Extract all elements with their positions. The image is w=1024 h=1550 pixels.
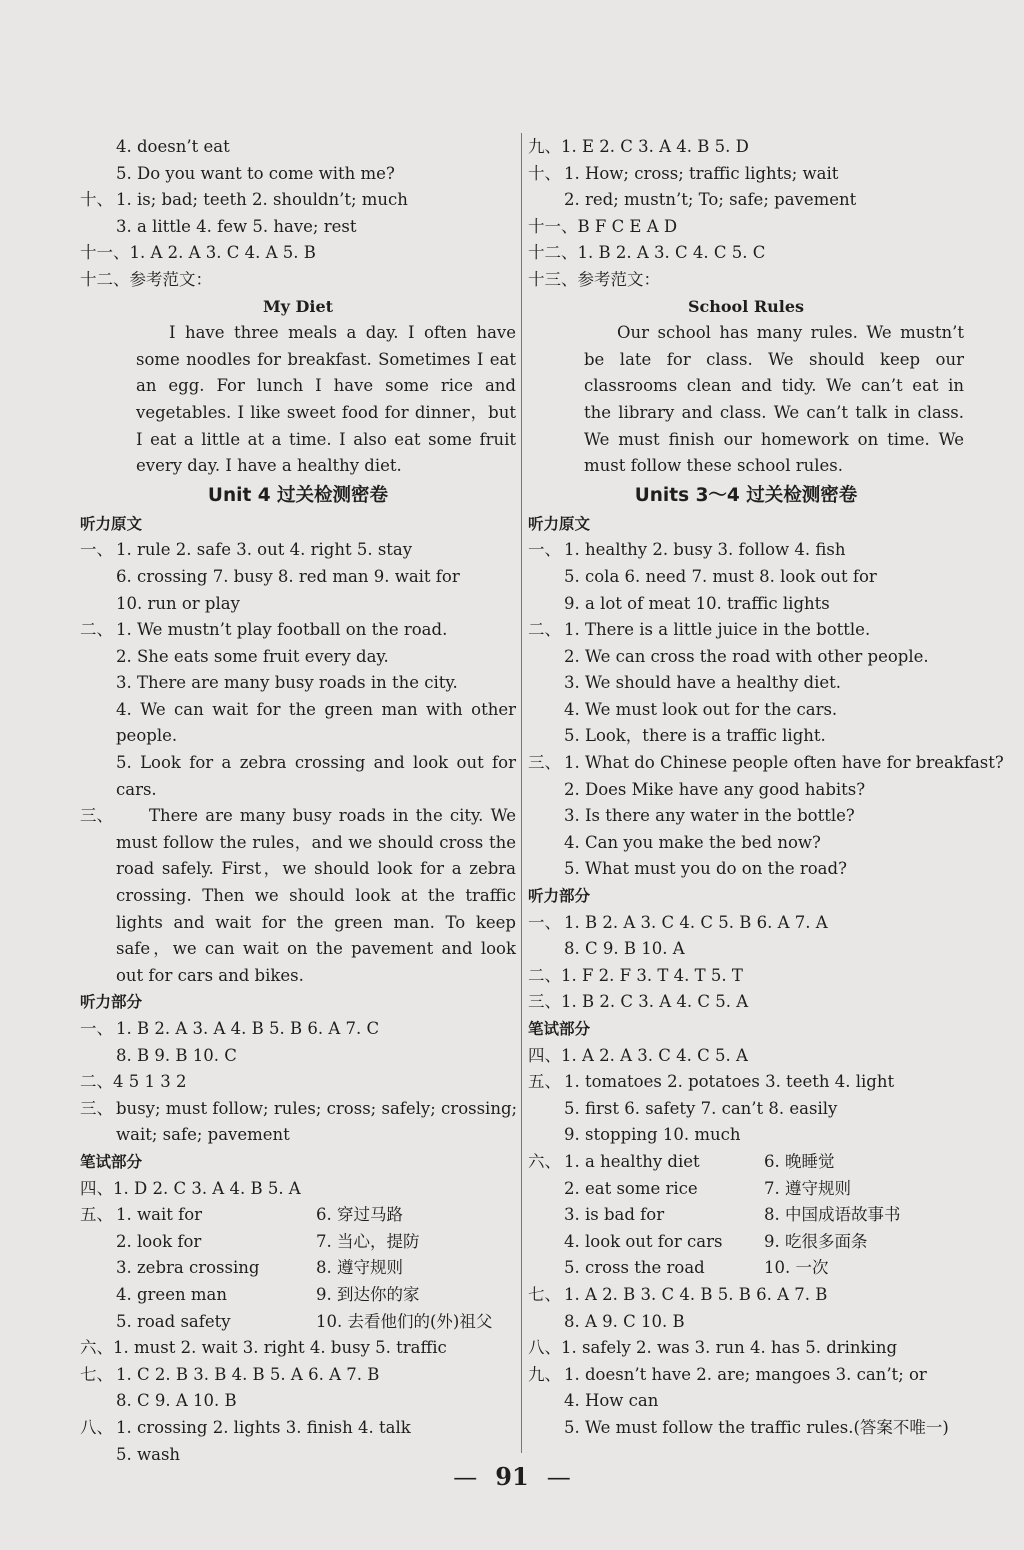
question-label: 七、 [80, 1364, 113, 1384]
answer-line: 三、 busy; must follow; rules; cross; safely; crossing; [80, 1096, 516, 1123]
page-number: 91 [495, 1462, 529, 1491]
answer-line: 四、1. A 2. A 3. C 4. C 5. A [528, 1045, 748, 1065]
answer-line: 2. look for 7. 当心，提防 [116, 1231, 420, 1251]
answer-line: 十三、参考范文： [528, 269, 660, 289]
answer-line: 10. run or play [116, 593, 240, 613]
answer-line: 4. How can [564, 1391, 659, 1411]
answer-line: 九、1. E 2. C 3. A 4. B 5. D [528, 137, 749, 156]
answer-line: 5. wash [116, 1444, 181, 1464]
answer-line: 六、1. must 2. wait 3. right 4. busy 5. traffic [80, 1338, 447, 1358]
answer-line: 8. A 9. C 10. B [564, 1311, 685, 1331]
question-label: 一、 [528, 540, 561, 560]
answer-line: 十、 1. How; cross; traffic lights; wait [528, 161, 964, 188]
question-label: 一、 [80, 540, 113, 560]
answer-line: 8. B 9. B 10. C [116, 1045, 237, 1065]
section-title: Unit 4 过关检测密卷 [207, 484, 389, 506]
answer-line: 2. eat some rice 7. 遵守规则 [564, 1178, 851, 1198]
answer-line: 一、 1. B 2. A 3. A 4. B 5. B 6. A 7. C [80, 1016, 516, 1043]
answer-line: 一、 1. rule 2. safe 3. out 4. right 5. stay [80, 537, 516, 564]
answer-line: 5. cross the road 10. 一次 [564, 1258, 829, 1278]
answer-line: 十一、1. A 2. A 3. C 4. A 5. B [80, 243, 316, 263]
question-label: 三、 [80, 806, 113, 826]
answer-line: 二、4 5 1 3 2 [80, 1072, 187, 1092]
answer-line: 2. red; mustn’t; To; safe; pavement [564, 190, 857, 210]
answer-line: 四、1. D 2. C 3. A 4. B 5. A [80, 1178, 301, 1198]
answer-line: 5. cola 6. need 7. must 8. look out for [564, 566, 877, 586]
essay-title: My Diet [262, 296, 334, 316]
answer-line: 3. We should have a healthy diet. [564, 673, 842, 693]
footer-dash: — [453, 1463, 478, 1491]
answer-line: 6. crossing 7. busy 8. red man 9. wait for [116, 566, 460, 586]
answer-line: 3. There are many busy roads in the city. [116, 673, 458, 693]
answer-line: 5. Look for a zebra crossing and look out for cars. [116, 753, 516, 799]
answer-line: 八、1. safely 2. was 3. run 4. has 5. drinking [528, 1338, 898, 1358]
footer-dash: — [546, 1463, 571, 1491]
question-label: 二、 [80, 620, 113, 640]
answer-line: 2. We can cross the road with other people. [564, 646, 929, 666]
answer-line: 一、 1. healthy 2. busy 3. follow 4. fish [528, 537, 964, 564]
answer-line: 2. Does Mike have any good habits? [564, 779, 866, 799]
answer-line: 4. doesn’t eat [116, 137, 230, 156]
answer-line: 二、 1. There is a little juice in the bottle. [528, 617, 964, 644]
answer-line: 3. a little 4. few 5. have; rest [116, 216, 357, 236]
answer-line: wait; safe; pavement [116, 1125, 290, 1145]
question-label: 一、 [80, 1019, 113, 1038]
listening-text-heading: 听力原文 [528, 514, 591, 533]
answer-line: 二、1. F 2. F 3. T 4. T 5. T [528, 965, 743, 985]
question-label: 六、 [528, 1151, 561, 1171]
written-part-heading: 笔试部分 [528, 1020, 591, 1038]
answer-line: 5. What must you do on the road? [564, 859, 847, 879]
essay-text: I have three meals a day. I often have some noodles for breakfast. Sometimes I eat an egg. For lunch I have some rice and vegetables. I like sweet food for dinner，but I eat a little at a time. I also eat some fruit every day. I have a healthy diet. [136, 323, 516, 476]
listening-part-heading: 听力部分 [80, 993, 143, 1012]
answer-line: 七、 1. A 2. B 3. C 4. B 5. B 6. A 7. B [528, 1282, 964, 1309]
answer-line: 七、 1. C 2. B 3. B 4. B 5. A 6. A 7. B [80, 1362, 516, 1389]
answer-line: 4. look out for cars 9. 吃很多面条 [564, 1231, 868, 1251]
question-label: 二、 [528, 620, 561, 640]
answer-line: 8. C 9. A 10. B [116, 1391, 237, 1411]
left-column [80, 134, 516, 1468]
answer-line: 4. Can you make the bed now? [564, 832, 821, 852]
answer-line: 十、 1. is; bad; teeth 2. shouldn’t; much [80, 187, 516, 214]
answer-line: 3. Is there any water in the bottle? [564, 806, 855, 826]
answer-line: 5. first 6. safety 7. can’t 8. easily [564, 1098, 838, 1118]
page-number-footer [0, 1462, 1024, 1491]
answer-line: 4. We can wait for the green man with other people. [116, 699, 516, 746]
question-label: 七、 [528, 1284, 561, 1304]
answer-line: 十二、参考范文： [80, 269, 212, 289]
answer-line: 9. a lot of meat 10. traffic lights [564, 593, 830, 613]
answer-line: 八、 1. crossing 2. lights 3. finish 4. talk [80, 1415, 516, 1442]
right-column [528, 134, 1004, 1442]
answer-line: 五、 1. wait for 6. 穿过马路 [80, 1202, 516, 1229]
answer-line: 六、 1. a healthy diet 6. 晚睡觉 [528, 1149, 964, 1176]
passage-text: There are many busy roads in the city. We must follow the rules，and we should cross the road safely. First，we should look for a zebra crossing. Then we should look at the traffic lights and wait for the green man. To keep safe，we can wait on the pavement and look out for cars and bikes. [116, 806, 516, 985]
answer-line: 二、 1. We mustn’t play football on the road. [80, 617, 516, 644]
question-label: 三、 [528, 753, 561, 773]
answer-line: 3. is bad for 8. 中国成语故事书 [564, 1205, 901, 1225]
question-label: 九、 [528, 1364, 561, 1384]
section-title: Units 3～4 过关检测密卷 [634, 484, 858, 506]
answer-line: 2. She eats some fruit every day. [116, 646, 389, 666]
essay-title: School Rules [687, 296, 805, 316]
essay-text: Our school has many rules. We mustn’t be late for class. We should keep our classrooms clean and tidy. We can’t eat in the library and class. We can’t talk in class. We must finish our homework on time. We must follow these school rules. [584, 323, 964, 476]
written-part-heading: 笔试部分 [80, 1152, 143, 1171]
question-label: 五、 [80, 1205, 113, 1225]
answer-line: 4. We must look out for the cars. [564, 699, 838, 719]
answer-line: 三、 1. What do Chinese people often have for breakfast? [528, 750, 964, 777]
answer-line: 三、1. B 2. C 3. A 4. C 5. A [528, 992, 749, 1012]
answer-line: 九、 1. doesn’t have 2. are; mangoes 3. can’t; or [528, 1362, 964, 1389]
question-label: 十、 [80, 190, 113, 210]
question-label: 三、 [80, 1098, 113, 1118]
answer-line: 十一、B F C E A D [528, 216, 678, 236]
question-label: 十、 [528, 163, 561, 183]
answer-line: 一、 1. B 2. A 3. C 4. C 5. B 6. A 7. A [528, 910, 964, 937]
answer-line: 8. C 9. B 10. A [564, 939, 685, 959]
answer-line: 3. zebra crossing 8. 遵守规则 [116, 1258, 403, 1278]
listening-part-heading: 听力部分 [528, 887, 591, 906]
answer-line: 5. Do you want to come with me? [116, 163, 395, 183]
answer-line: 5. We must follow the traffic rules.(答案不唯一) [564, 1417, 949, 1437]
listening-text-heading: 听力原文 [80, 514, 143, 533]
answer-line: 五、 1. tomatoes 2. potatoes 3. teeth 4. light [528, 1069, 964, 1096]
answer-line: 9. stopping 10. much [564, 1125, 741, 1145]
column-divider [521, 133, 522, 1453]
listening-passage [80, 803, 516, 989]
question-label: 八、 [80, 1417, 113, 1437]
answer-line: 5. Look，there is a traffic light. [564, 726, 826, 746]
answer-line: 5. road safety 10. 去看他们的(外)祖父 [116, 1311, 493, 1331]
answer-line: 4. green man 9. 到达你的家 [116, 1284, 420, 1304]
question-label: 一、 [528, 912, 561, 932]
question-label: 五、 [528, 1072, 561, 1092]
answer-line: 十二、1. B 2. A 3. C 4. C 5. C [528, 243, 766, 263]
